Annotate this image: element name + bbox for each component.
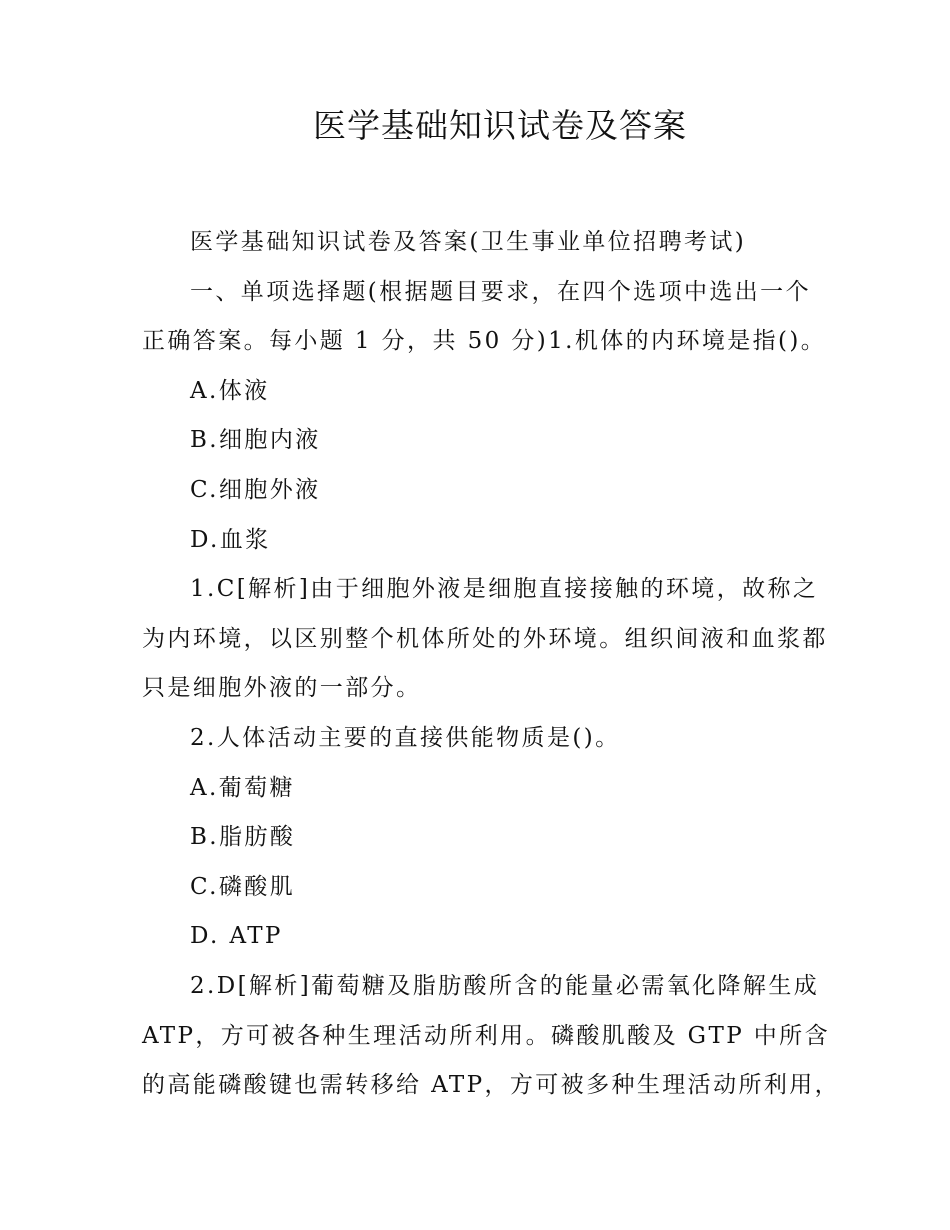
q1-option-b: B.细胞内液 bbox=[190, 427, 321, 454]
subtitle: 医学基础知识试卷及答案(卫生事业单位招聘考试) bbox=[190, 229, 747, 255]
q1-option-c: C.细胞外液 bbox=[190, 476, 321, 503]
q2-answer-line-3: 的高能磷酸键也需转移给 ATP，方可被多种生理活动所利用， bbox=[142, 1072, 841, 1099]
document-title: 医学基础知识试卷及答案 bbox=[313, 106, 687, 145]
q2-option-a: A.葡萄糖 bbox=[190, 774, 295, 801]
q2-answer-line-1: 2.D[解析]葡萄糖及脂肪酸所含的能量必需氧化降解生成 bbox=[190, 972, 820, 999]
section-intro-line-1: 一、单项选择题(根据题目要求，在四个选项中选出一个 bbox=[190, 278, 811, 305]
document-body bbox=[142, 218, 841, 1111]
q2-answer bbox=[142, 962, 841, 1111]
q2-option-d: D. ATP bbox=[190, 923, 283, 950]
q1-option-a: A.体液 bbox=[190, 377, 270, 404]
q2-option-c: C.磷酸肌 bbox=[190, 873, 296, 900]
q1-answer bbox=[142, 565, 828, 714]
q1-answer-line-2: 为内环境，以区别整个机体所处的外环境。组织间液和血浆都 bbox=[142, 625, 828, 652]
q2-question: 2.人体活动主要的直接供能物质是()。 bbox=[190, 724, 621, 751]
section-intro-line-2: 正确答案。每小题 1 分，共 50 分)1.机体的内环境是指()。 bbox=[142, 328, 827, 355]
q2-option-b: B.脂肪酸 bbox=[190, 824, 296, 851]
q1-answer-line-1: 1.C[解析]由于细胞外液是细胞直接接触的环境，故称之 bbox=[190, 576, 819, 603]
q1-answer-line-3: 只是细胞外液的一部分。 bbox=[142, 675, 422, 702]
q2-answer-line-2: ATP，方可被各种生理活动所利用。磷酸肌酸及 GTP 中所含 bbox=[142, 1022, 830, 1049]
section-intro bbox=[142, 268, 827, 367]
q1-option-d: D.血浆 bbox=[190, 526, 271, 553]
